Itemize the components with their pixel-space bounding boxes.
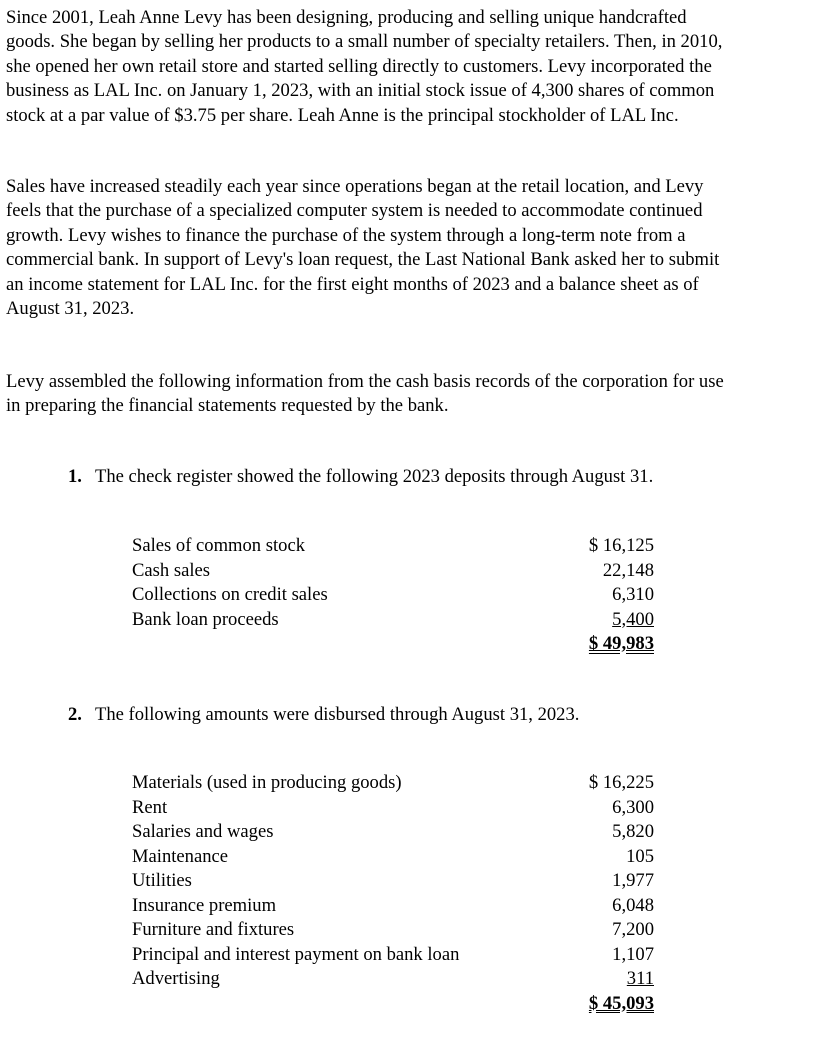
information-paragraph xyxy=(6,370,830,419)
item-number: 1. xyxy=(68,466,82,487)
row-label: Utilities xyxy=(132,870,192,891)
table-row xyxy=(132,820,654,845)
total-amount: $ 49,983 xyxy=(588,633,654,654)
paragraph-line: August 31, 2023. xyxy=(6,298,135,320)
paragraph-line: Sales have increased steadily each year since operations began at the retail location, and Levy xyxy=(6,176,704,197)
row-label: Bank loan proceeds xyxy=(132,608,279,630)
row-label: Maintenance xyxy=(132,845,229,867)
row-amount: 5,820 xyxy=(612,821,654,842)
total-row xyxy=(132,632,654,657)
disbursements-table xyxy=(132,771,654,1016)
row-amount: 6,300 xyxy=(612,796,654,818)
row-amount: 22,148 xyxy=(602,559,654,581)
row-label: Sales of common stock xyxy=(132,535,305,556)
paragraph-line: Levy assembled the following information from the cash basis records of the corporation for use xyxy=(6,371,724,392)
item-1-heading xyxy=(68,465,653,489)
paragraph-line: feels that the purchase of a specialized computer system is needed to accommodate continued xyxy=(6,200,703,222)
paragraph-line: an income statement for LAL Inc. for the first eight months of 2023 and a balance sheet as of xyxy=(6,273,699,295)
total-row xyxy=(132,992,654,1017)
paragraph-line: she opened her own retail store and started selling directly to customers. Levy incorporated the xyxy=(6,55,712,77)
row-amount: $ 16,125 xyxy=(588,535,654,556)
item-number: 2. xyxy=(68,704,82,725)
table-row xyxy=(132,894,654,919)
table-row xyxy=(132,796,654,821)
row-label: Cash sales xyxy=(132,559,210,581)
row-label: Insurance premium xyxy=(132,894,277,916)
row-label: Collections on credit sales xyxy=(132,584,328,605)
table-row xyxy=(132,608,654,633)
item-text: The following amounts were disbursed through August 31, 2023. xyxy=(95,704,580,725)
table-row xyxy=(132,869,654,894)
row-amount: 5,400 xyxy=(612,608,654,630)
item-text: The check register showed the following 2023 deposits through August 31. xyxy=(95,466,654,487)
table-row xyxy=(132,845,654,870)
row-label: Salaries and wages xyxy=(132,821,274,842)
row-label: Materials (used in producing goods) xyxy=(132,772,402,793)
paragraph-line: growth. Levy wishes to finance the purchase of the system through a long-term note from a xyxy=(6,224,686,246)
loan-request-paragraph xyxy=(6,175,830,321)
row-label: Furniture and fixtures xyxy=(132,919,295,940)
deposits-table xyxy=(132,534,654,657)
table-row xyxy=(132,559,654,584)
table-row xyxy=(132,583,654,608)
table-row xyxy=(132,918,654,943)
row-amount: 6,048 xyxy=(612,894,654,916)
row-amount: $ 16,225 xyxy=(588,772,654,793)
row-label: Advertising xyxy=(132,968,220,989)
paragraph-line: commercial bank. In support of Levy's loan request, the Last National Bank asked her to submit xyxy=(6,249,720,271)
row-amount: 311 xyxy=(626,968,654,989)
paragraph-line: stock at a par value of $3.75 per share. Leah Anne is the principal stockholder of LAL Inc. xyxy=(6,104,679,126)
paragraph-line: Since 2001, Leah Anne Levy has been designing, producing and selling unique handcrafted xyxy=(6,7,687,28)
paragraph-line: business as LAL Inc. on January 1, 2023, with an initial stock issue of 4,300 shares of common xyxy=(6,80,715,102)
row-amount: 7,200 xyxy=(612,919,654,940)
paragraph-line: goods. She began by selling her products to a small number of specialty retailers. Then, in 2010, xyxy=(6,31,723,53)
row-amount: 1,107 xyxy=(612,943,654,965)
row-amount: 1,977 xyxy=(612,870,654,891)
row-label: Rent xyxy=(132,796,168,818)
row-label: Principal and interest payment on bank loan xyxy=(132,943,460,965)
intro-paragraph xyxy=(6,6,830,128)
total-amount: $ 45,093 xyxy=(588,992,654,1014)
paragraph-line: in preparing the financial statements requested by the bank. xyxy=(6,395,449,417)
table-row xyxy=(132,771,654,796)
table-row xyxy=(132,534,654,559)
item-2-heading xyxy=(68,703,579,727)
row-amount: 105 xyxy=(626,845,654,867)
table-row xyxy=(132,967,654,992)
row-amount: 6,310 xyxy=(612,584,654,605)
table-row xyxy=(132,943,654,968)
